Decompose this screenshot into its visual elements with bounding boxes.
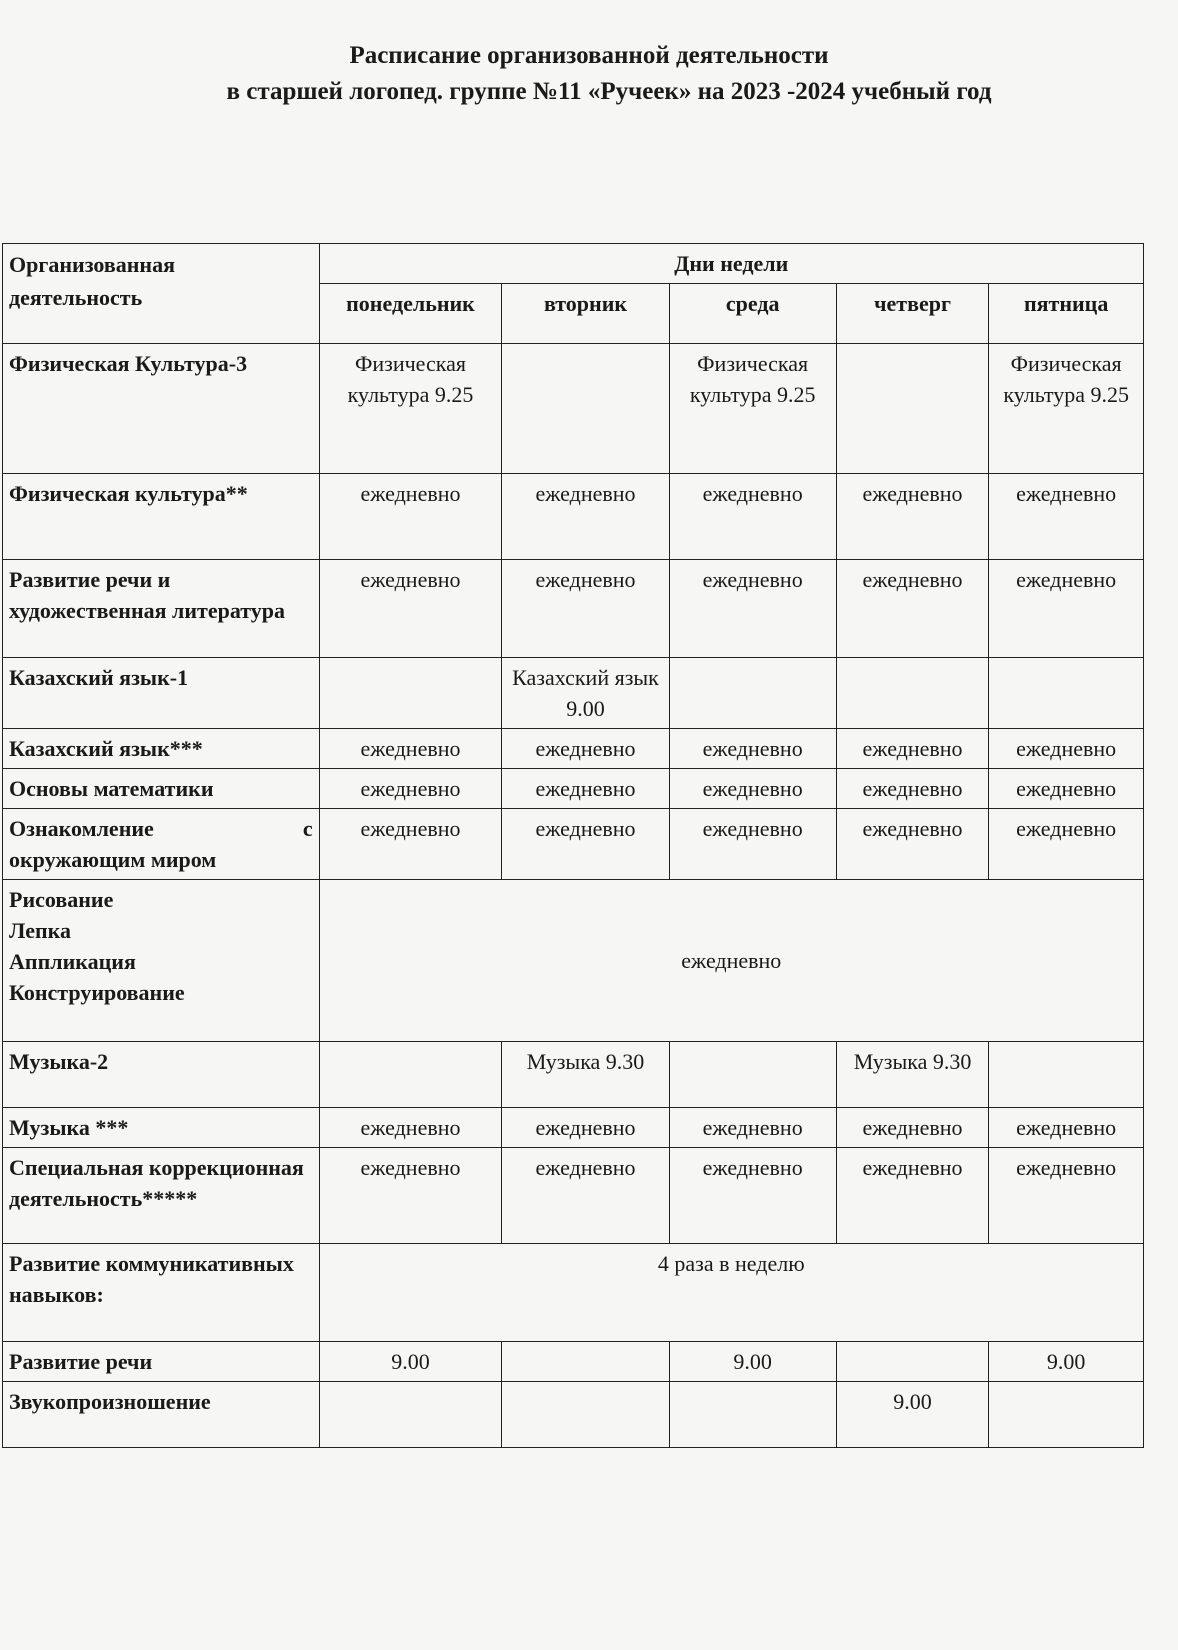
merged-cell: 4 раза в неделю xyxy=(319,1244,1143,1342)
schedule-cell: ежедневно xyxy=(502,729,669,769)
table-row xyxy=(3,1244,1144,1342)
activity-label: Развитие речи xyxy=(3,1342,320,1382)
activity-label-part: с xyxy=(302,816,313,841)
schedule-cell: ежедневно xyxy=(319,560,502,658)
table-row xyxy=(3,344,1144,474)
table-row xyxy=(3,1382,1144,1448)
schedule-cell xyxy=(319,658,502,729)
corner-header: Организованная деятельность xyxy=(3,244,320,344)
schedule-cell: ежедневно xyxy=(836,729,989,769)
activity-label: Специальная коррекционная деятельность***** xyxy=(3,1148,320,1244)
schedule-cell xyxy=(319,1382,502,1448)
schedule-cell: ежедневно xyxy=(989,1108,1144,1148)
schedule-cell: ежедневно xyxy=(502,560,669,658)
activity-label: Физическая Культура-3 xyxy=(3,344,320,474)
activity-label-part: Рисование xyxy=(9,887,114,912)
schedule-cell: 9.00 xyxy=(989,1342,1144,1382)
schedule-cell: ежедневно xyxy=(319,769,502,809)
table-row xyxy=(3,1042,1144,1108)
schedule-cell: ежедневно xyxy=(836,809,989,880)
schedule-cell: ежедневно xyxy=(836,474,989,560)
schedule-cell: ежедневно xyxy=(502,1148,669,1244)
schedule-cell: ежедневно xyxy=(669,1108,836,1148)
activity-label xyxy=(3,880,320,1042)
merged-cell: ежедневно xyxy=(319,880,1143,1042)
schedule-cell: ежедневно xyxy=(669,729,836,769)
schedule-cell: ежедневно xyxy=(669,1148,836,1244)
schedule-cell: ежедневно xyxy=(502,809,669,880)
schedule-cell: Физическая культура 9.25 xyxy=(319,344,502,474)
activity-label: Основы математики xyxy=(3,769,320,809)
table-row xyxy=(3,658,1144,729)
table-row xyxy=(3,1108,1144,1148)
day-header: четверг xyxy=(836,284,989,344)
activity-label: Музыка *** xyxy=(3,1108,320,1148)
schedule-cell xyxy=(502,1342,669,1382)
table-row xyxy=(3,809,1144,880)
activity-label: Казахский язык*** xyxy=(3,729,320,769)
schedule-cell: ежедневно xyxy=(989,729,1144,769)
schedule-cell: ежедневно xyxy=(836,1108,989,1148)
table-row xyxy=(3,474,1144,560)
schedule-cell: ежедневно xyxy=(836,1148,989,1244)
activity-label: Развитие коммуникативных навыков: xyxy=(3,1244,320,1342)
title-line-1: Расписание организованной деятельности xyxy=(349,42,829,69)
table-row xyxy=(3,729,1144,769)
schedule-cell: ежедневно xyxy=(319,729,502,769)
schedule-cell: ежедневно xyxy=(836,560,989,658)
schedule-table xyxy=(2,243,1144,1448)
schedule-cell xyxy=(989,658,1144,729)
schedule-cell: ежедневно xyxy=(989,560,1144,658)
activity-label: Музыка-2 xyxy=(3,1042,320,1108)
schedule-cell: ежедневно xyxy=(669,474,836,560)
schedule-cell: ежедневно xyxy=(319,474,502,560)
schedule-cell: ежедневно xyxy=(319,809,502,880)
schedule-cell: ежедневно xyxy=(989,474,1144,560)
table-row xyxy=(3,560,1144,658)
activity-label xyxy=(3,809,320,880)
schedule-cell xyxy=(836,658,989,729)
days-header: Дни недели xyxy=(319,244,1143,284)
schedule-cell: Физическая культура 9.25 xyxy=(989,344,1144,474)
day-header: понедельник xyxy=(319,284,502,344)
activity-label-part: Ознакомление xyxy=(9,816,154,841)
schedule-cell: ежедневно xyxy=(502,1108,669,1148)
schedule-cell: ежедневно xyxy=(669,560,836,658)
schedule-cell: ежедневно xyxy=(319,1108,502,1148)
schedule-cell: ежедневно xyxy=(319,1148,502,1244)
activity-label: Развитие речи и художественная литература xyxy=(3,560,320,658)
day-header: пятница xyxy=(989,284,1144,344)
schedule-cell: Музыка 9.30 xyxy=(836,1042,989,1108)
schedule-cell: ежедневно xyxy=(669,769,836,809)
schedule-cell xyxy=(502,344,669,474)
schedule-cell xyxy=(669,658,836,729)
schedule-cell: ежедневно xyxy=(989,1148,1144,1244)
schedule-cell: ежедневно xyxy=(502,474,669,560)
schedule-cell: 9.00 xyxy=(836,1382,989,1448)
table-row xyxy=(3,880,1144,1042)
schedule-cell: Музыка 9.30 xyxy=(502,1042,669,1108)
document-title xyxy=(0,38,1178,110)
schedule-cell xyxy=(836,344,989,474)
title-line-2: в старшей логопед. группе №11 «Ручеек» на 2023 -2024 учебный год xyxy=(226,78,992,105)
activity-label-part: Конструирование xyxy=(9,980,185,1005)
schedule-cell xyxy=(836,1342,989,1382)
schedule-cell: ежедневно xyxy=(669,809,836,880)
schedule-cell: 9.00 xyxy=(319,1342,502,1382)
schedule-cell: ежедневно xyxy=(502,769,669,809)
schedule-cell: ежедневно xyxy=(836,769,989,809)
table-row xyxy=(3,769,1144,809)
day-header: вторник xyxy=(502,284,669,344)
schedule-cell: ежедневно xyxy=(989,809,1144,880)
table-row xyxy=(3,1148,1144,1244)
schedule-cell xyxy=(502,1382,669,1448)
schedule-cell xyxy=(319,1042,502,1108)
schedule-cell xyxy=(989,1382,1144,1448)
activity-label-part: Лепка xyxy=(9,918,72,943)
activity-label-part: окружающим миром xyxy=(9,847,217,872)
schedule-cell xyxy=(989,1042,1144,1108)
schedule-cell xyxy=(669,1042,836,1108)
schedule-cell: 9.00 xyxy=(669,1342,836,1382)
activity-label: Звукопроизношение xyxy=(3,1382,320,1448)
table-row xyxy=(3,1342,1144,1382)
activity-label: Казахский язык-1 xyxy=(3,658,320,729)
schedule-cell: Физическая культура 9.25 xyxy=(669,344,836,474)
schedule-cell xyxy=(669,1382,836,1448)
schedule-cell: ежедневно xyxy=(989,769,1144,809)
schedule-cell: Казахский язык 9.00 xyxy=(502,658,669,729)
activity-label: Физическая культура** xyxy=(3,474,320,560)
activity-label-part: Аппликация xyxy=(9,949,136,974)
day-header: среда xyxy=(669,284,836,344)
